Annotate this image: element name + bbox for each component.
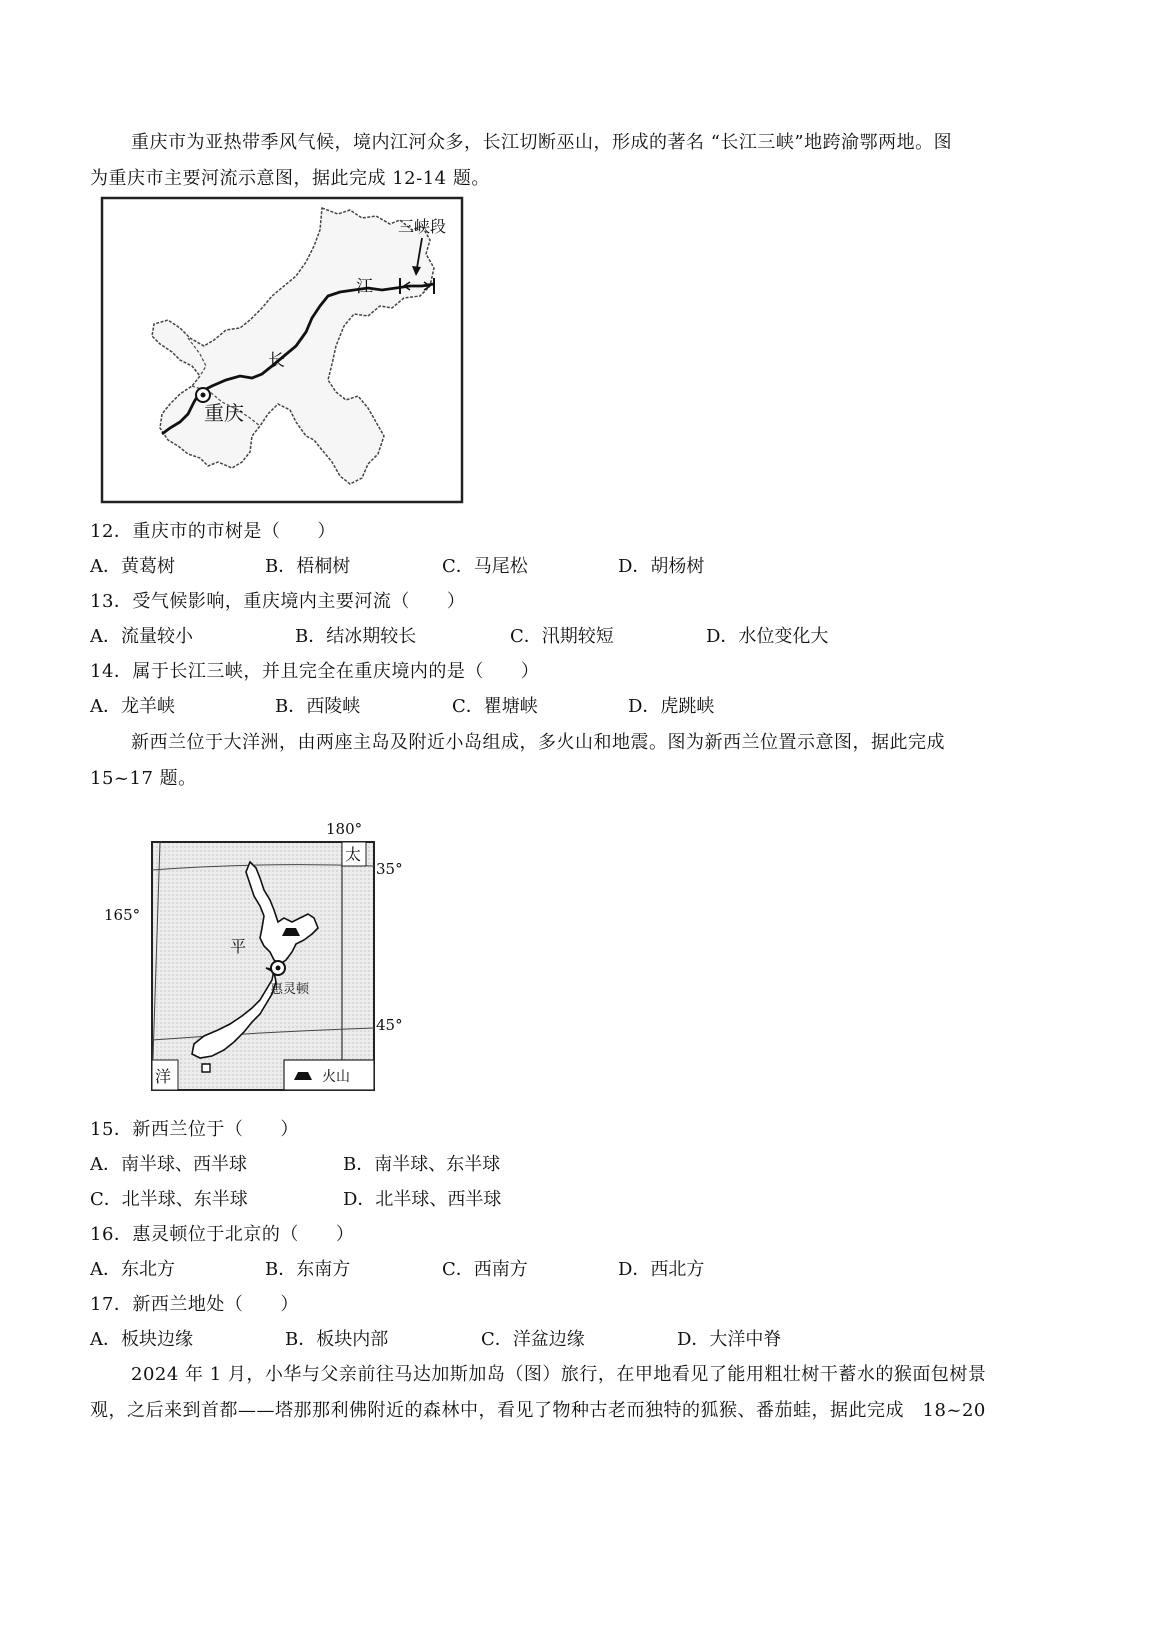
intro1-line1: 重庆市为亚热带季风气候，境内江河众多，长江切断巫山，形成的著名 “长江三峡”地跨渝鄂两地。图 (131, 132, 953, 153)
label-lon165: 165° (104, 906, 141, 924)
intro1-line2: 为重庆市主要河流示意图，据此完成 12-14 题。 (90, 168, 490, 189)
label-jiang: 江 (356, 277, 373, 297)
q17-option-a[interactable]: A．板块边缘 (90, 1329, 193, 1350)
q16-option-c[interactable]: C．西南方 (442, 1259, 528, 1280)
q15-stem: 15．新西兰位于（ ） (90, 1119, 299, 1140)
q12-option-c[interactable]: C．马尾松 (442, 556, 528, 577)
label-lon180: 180° (326, 820, 363, 838)
intro2-line1: 新西兰位于大洋洲，由两座主岛及附近小岛组成，多火山和地震。图为新西兰位置示意图，据此完成 (131, 732, 945, 753)
q13-option-a[interactable]: A．流量较小 (90, 626, 193, 647)
label-chang: 长 (268, 351, 285, 371)
q15-option-b[interactable]: B．南半球、东半球 (343, 1154, 501, 1175)
label-ocean-ping: 平 (230, 937, 247, 956)
q14-option-b[interactable]: B．西陵峡 (275, 696, 361, 717)
q17-stem: 17．新西兰地处（ ） (90, 1294, 299, 1315)
label-wellington: 惠灵顿 (270, 982, 310, 997)
q12-stem: 12．重庆市的市树是（ ） (90, 521, 336, 542)
label-ocean-tai: 太 (345, 845, 362, 864)
chongqing-city-dot (201, 393, 206, 398)
label-ocean-yang: 洋 (155, 1067, 172, 1086)
chongqing-river-map (100, 196, 464, 504)
q13-option-b[interactable]: B．结冰期较长 (295, 626, 417, 647)
q15-option-c[interactable]: C．北半球、东半球 (90, 1189, 248, 1210)
label-chongqing: 重庆 (204, 401, 244, 425)
q16-option-d[interactable]: D．西北方 (618, 1259, 705, 1280)
q12-option-b[interactable]: B．梧桐树 (265, 556, 351, 577)
q17-option-b[interactable]: B．板块内部 (285, 1329, 389, 1350)
q13-option-c[interactable]: C．汛期较短 (510, 626, 614, 647)
q17-option-d[interactable]: D．大洋中脊 (677, 1329, 782, 1350)
q12-option-d[interactable]: D．胡杨树 (618, 556, 705, 577)
q14-option-a[interactable]: A．龙羊峡 (90, 696, 175, 717)
legend-volcano-label: 火山 (322, 1069, 350, 1085)
q17-option-c[interactable]: C．洋盆边缘 (481, 1329, 585, 1350)
intro3-line1: 2024 年 1 月，小华与父亲前往马达加斯加岛（图）旅行，在甲地看见了能用粗壮树干蓄水的猴面包树景 (131, 1364, 987, 1385)
q14-option-d[interactable]: D．虎跳峡 (628, 696, 715, 717)
q14-stem: 14．属于长江三峡，并且完全在重庆境内的是（ ） (90, 661, 540, 682)
q15-option-d[interactable]: D．北半球、西半球 (343, 1189, 502, 1210)
q13-option-d[interactable]: D．水位变化大 (706, 626, 829, 647)
label-sanxia: 三峡段 (398, 217, 447, 236)
intro3-line2: 观，之后来到首都——塔那那利佛附近的森林中，看见了物种古老而独特的狐猴、番茄蛙，据此完成 18~20 (90, 1400, 986, 1421)
q16-stem: 16．惠灵顿位于北京的（ ） (90, 1224, 355, 1245)
label-lat35: 35° (376, 860, 403, 878)
q12-option-a[interactable]: A．黄葛树 (90, 556, 175, 577)
stewart-island (202, 1064, 210, 1072)
q16-option-b[interactable]: B．东南方 (265, 1259, 351, 1280)
wellington-city-dot (276, 966, 281, 971)
intro2-line2: 15~17 题。 (90, 768, 197, 789)
q14-option-c[interactable]: C．瞿塘峡 (452, 696, 538, 717)
q13-stem: 13．受气候影响，重庆境内主要河流（ ） (90, 591, 466, 612)
map2-frame (152, 842, 374, 1090)
new-zealand-map (100, 818, 420, 1098)
q16-option-a[interactable]: A．东北方 (90, 1259, 175, 1280)
label-lat45: 45° (376, 1016, 403, 1034)
q15-option-a[interactable]: A．南半球、西半球 (90, 1154, 247, 1175)
